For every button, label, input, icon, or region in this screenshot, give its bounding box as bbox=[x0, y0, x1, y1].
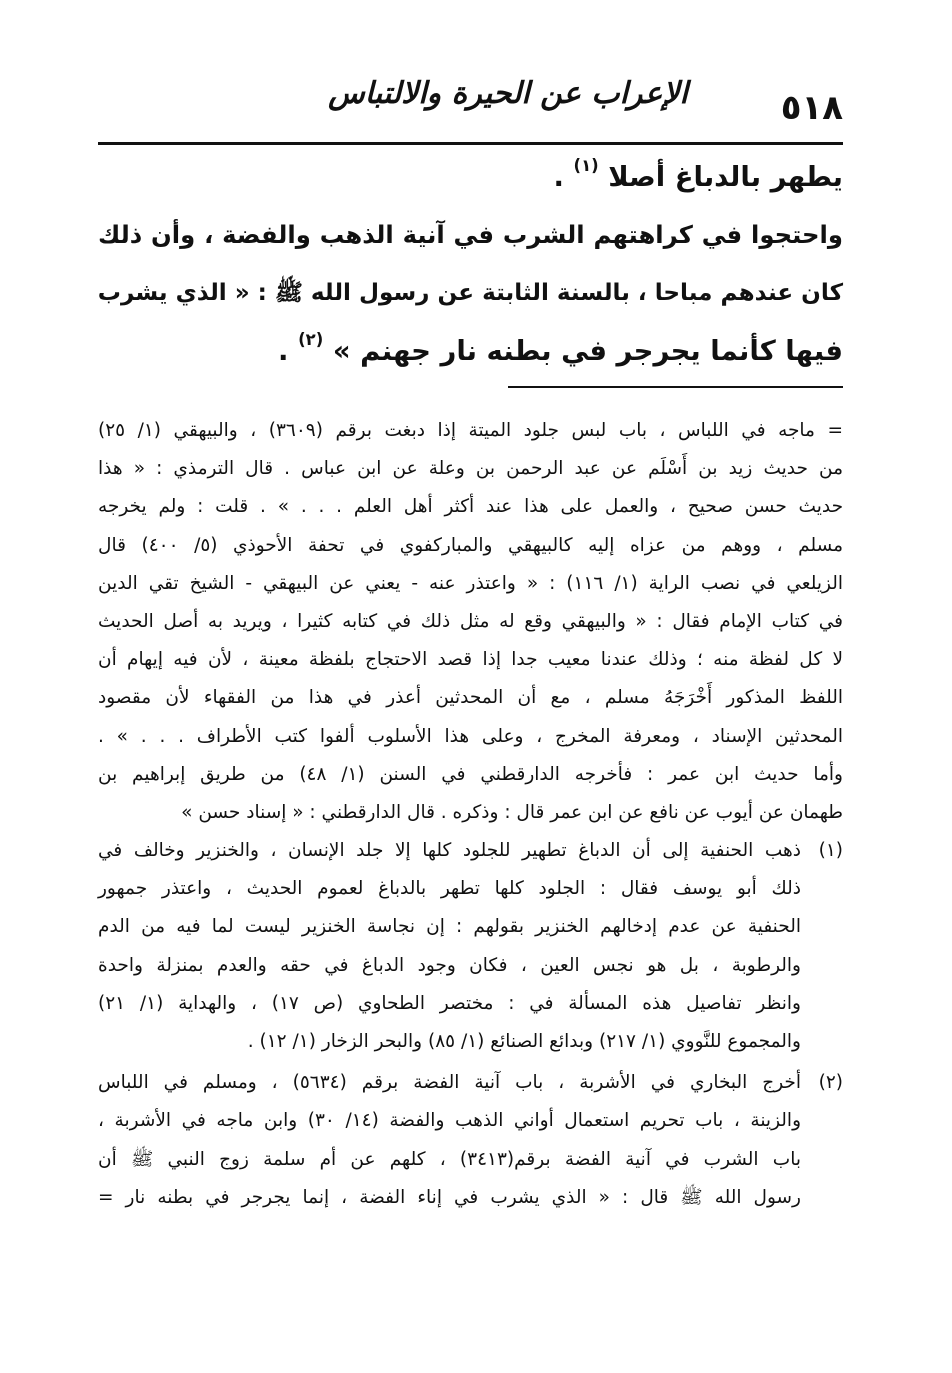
footnote-2 bbox=[98, 1064, 843, 1217]
header-rule bbox=[98, 142, 843, 145]
footnote-line: حديث حسن صحيح ، والعمل على هذا عند أكثر أهل العلم . . . » . قلت : ولم يخرجه bbox=[98, 496, 843, 518]
footnote-line: = ماجه في اللباس ، باب لبس جلود الميتة إذا دبغت برقم (٣٦٠٩) ، والبيهقي (١/ ٢٥) bbox=[98, 420, 843, 441]
footnote-line: لا كل لفظة منه ؛ وذلك عندنا معيب جدا إذا قصد الاحتجاج بلفظة معينة ، لأن فيه إيهام أن bbox=[98, 649, 843, 671]
footnote-separator bbox=[508, 386, 843, 388]
main-line-text: يطهر بالدباغ أصلا bbox=[608, 161, 843, 193]
footnote-line: رسول الله ﷺ قال : « الذي يشرب في إناء الفضة ، إنما يجرجر في بطنه نار = bbox=[98, 1186, 801, 1208]
footnote-line: والزينة ، باب تحريم استعمال أواني الذهب والفضة (١٤/ ٣٠) وابن ماجه في الأشربة ، bbox=[98, 1110, 802, 1132]
main-line bbox=[98, 148, 843, 206]
footnote-line: باب الشرب في آنية الفضة برقم(٣٤١٣) ، كلهم عن أم سلمة زوج النبي ﷺ أن bbox=[98, 1148, 801, 1170]
footnote-line: الزيلعي في نصب الراية (١/ ١١٦) : « واعتذر عنه - يعني عن البيهقي - الشيخ تقي الدين bbox=[98, 572, 843, 594]
footnote-line: مسلم ، ووهم من عزاه إليه كالبيهقي والمباركفوي في تحفة الأحوذي (٥/ ٤٠٠) قال bbox=[98, 534, 843, 556]
footnote-line: والمجموع للنَّووي (١/ ٢١٧) وبدائع الصنائع (١/ ٨٥) والبحر الزخار (١/ ١٢) . bbox=[247, 1031, 801, 1052]
footnote-line: والرطوبة ، بل هو نجس العين ، فكان وجود الدباغ في حقه والعدم بمنزلة واحدة bbox=[98, 954, 801, 976]
footnote-line: ذهب الحنفية إلى أن الدباغ تطهير للجلود كلها إلا جلد الإنسان ، والخنزير وخالف في bbox=[98, 840, 801, 862]
sentence-end: . bbox=[278, 335, 289, 367]
footnote-line: اللفظ المذكور أَخْرَجَهُ مسلم ، مع أن المحدثين أعذر في هذا من الفقهاء لأن مقصود bbox=[98, 687, 843, 709]
footnote-number: (١) bbox=[818, 840, 843, 862]
running-title: الإعراب عن الحيرة والالتباس bbox=[328, 76, 688, 111]
page-number: ٥١٨ bbox=[780, 88, 843, 128]
footnote-line: وأما حديث ابن عمر : فأخرجه الدارقطني في السنن (١/ ٤٨) من طريق إبراهيم بن bbox=[98, 763, 843, 785]
footnote-line: أخرج البخاري في الأشربة ، باب آنية الفضة برقم (٥٦٣٤) ، ومسلم في اللباس bbox=[98, 1072, 801, 1094]
main-line bbox=[98, 322, 843, 380]
sentence-end: . bbox=[553, 161, 564, 193]
footnote-line: في كتاب الإمام فقال : « والبيهقي وقع له مثل ذلك في كتابه كثيرا ، ويريد به أصل الحديث bbox=[98, 610, 843, 632]
footnote-1 bbox=[98, 832, 843, 1061]
footnote-ref: (١) bbox=[573, 156, 599, 176]
footnote-line: من حديث زيد بن أَسْلَم عن عبد الرحمن بن وعلة عن ابن عباس . قال الترمذي : « هذا bbox=[98, 458, 843, 480]
footnote-continuation bbox=[98, 412, 843, 832]
footnote-line: طهمان عن أيوب عن نافع عن ابن عمر قال : وذكره . قال الدارقطني : « إسناد حسن » bbox=[181, 801, 843, 823]
footnote-line: وانظر تفاصيل هذه المسألة في : مختصر الطحاوي (ص ١٧) ، والهداية (١/ ٢١) bbox=[98, 992, 801, 1014]
main-text bbox=[98, 148, 843, 380]
footnote-line: الحنفية عن عدم إدخالهم الخنزير بقولهم : إن نجاسة الخنزير ليست لما فيه من الدم bbox=[98, 916, 801, 938]
footnote-line: المحدثين الإسناد ، ومعرفة المخرج ، وعلى هذا الأسلوب ألفوا كتب الأطراف . . . » . bbox=[98, 725, 843, 747]
page-header bbox=[98, 76, 843, 146]
footnote-number: (٢) bbox=[818, 1072, 843, 1094]
footnote-ref: (٢) bbox=[298, 330, 324, 350]
footnote-line: ذلك أبو يوسف فقال : الجلود كلها تطهر بالدباغ لعموم الحديث ، واعتذر جمهور bbox=[98, 878, 801, 900]
main-line-text: فيها كأنما يجرجر في بطنه نار جهنم » bbox=[332, 335, 843, 367]
main-line: واحتجوا في كراهتهم الشرب في آنية الذهب والفضة ، وأن ذلك bbox=[98, 220, 843, 249]
footnotes bbox=[98, 412, 843, 1217]
main-line: كان عندهم مباحا ، بالسنة الثابتة عن رسول الله ﷺ : « الذي يشرب bbox=[97, 280, 843, 306]
